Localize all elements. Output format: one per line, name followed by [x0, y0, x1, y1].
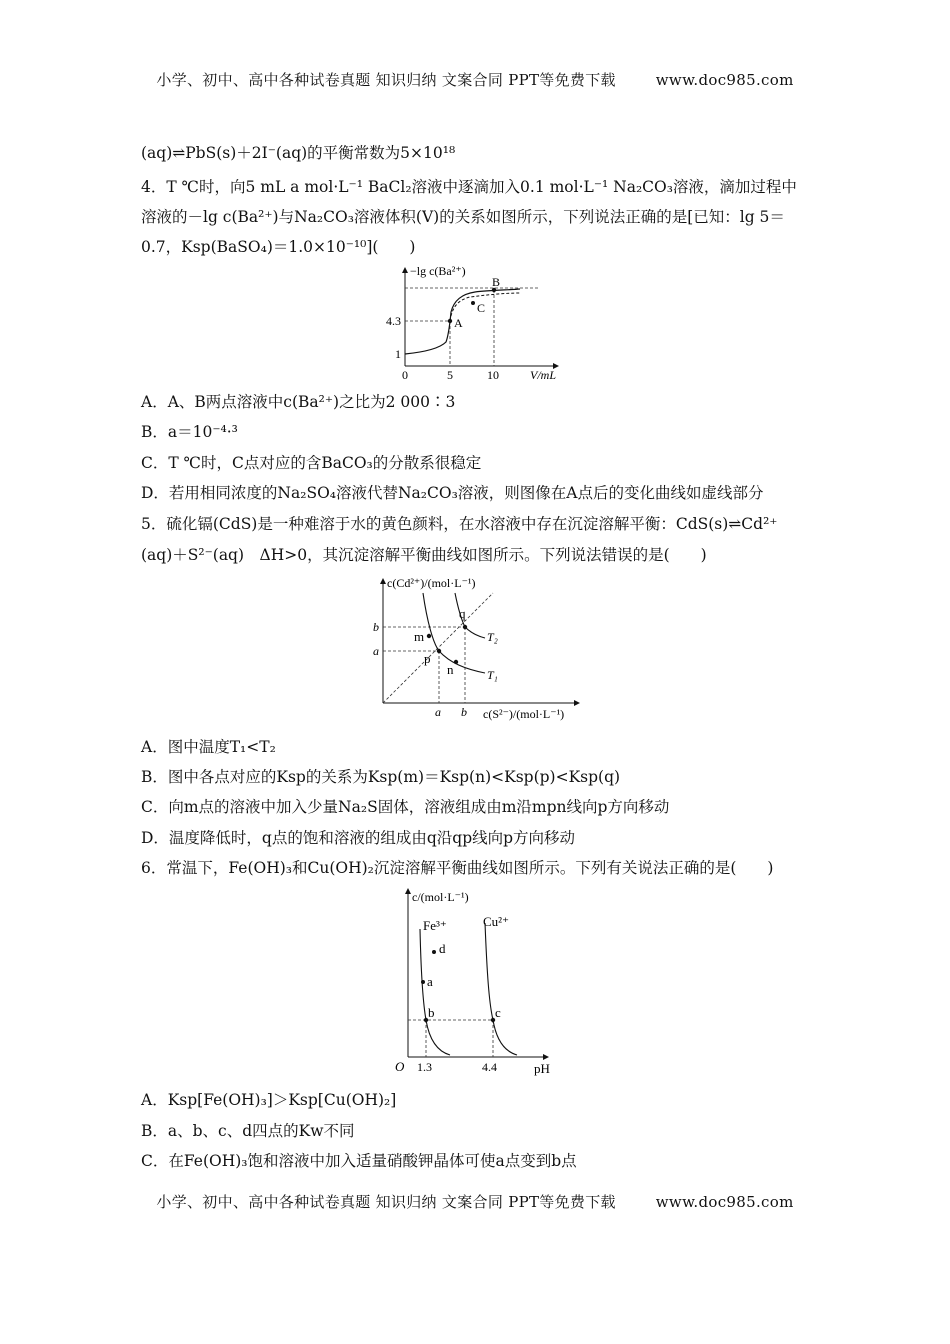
q6-figure	[390, 883, 570, 1078]
q6-point-a	[421, 980, 425, 984]
q6-curve-Cu	[485, 923, 517, 1055]
q6-point-d	[432, 950, 436, 954]
q5-curve-T1	[423, 593, 485, 673]
q5-xtick-b: b	[461, 705, 467, 719]
q5-line1: 5．硫化镉(CdS)是一种难溶于水的黄色颜料，在水溶液中存在沉淀溶解平衡：CdS(s)⇌Cd²⁺	[141, 515, 778, 533]
q5-option-C: C．向m点的溶液中加入少量Na₂S固体，溶液组成由m沿mpn线向p方向移动	[141, 798, 670, 816]
q5-point-n	[454, 660, 458, 664]
q4-label-B: B	[492, 275, 501, 289]
q4-xlabel: V/mL	[530, 368, 557, 382]
q4-label-C: C	[477, 301, 486, 315]
q6-xlabel: pH	[534, 1061, 550, 1076]
footer-text: 小学、初中、高中各种试卷真题 知识归纳 文案合同 PPT等免费下载	[156, 1193, 616, 1211]
q5-label-T2: T₂	[487, 630, 498, 644]
q6-xtick-1.3: 1.3	[417, 1060, 432, 1074]
q6-label-Cu: Cu²⁺	[483, 914, 509, 929]
q4-option-C: C．T ℃时，C点对应的含BaCO₃的分散系很稳定	[141, 454, 482, 472]
q5-point-m	[427, 634, 431, 638]
q5-xlabel: c(S²⁻)/(mol·L⁻¹)	[483, 707, 565, 721]
q6-label-b: b	[428, 1005, 435, 1020]
header-text: 小学、初中、高中各种试卷真题 知识归纳 文案合同 PPT等免费下载	[156, 71, 616, 89]
q4-xtick-0: 0	[402, 368, 408, 382]
q4-xtick-10: 10	[487, 368, 499, 382]
q5-xtick-a: a	[435, 705, 441, 719]
q6-label-Fe: Fe³⁺	[423, 918, 447, 933]
q6-curve-Fe	[420, 929, 450, 1055]
header-url: www.doc985.com	[655, 71, 794, 89]
q4-xtick-5: 5	[447, 368, 453, 382]
q5-line2: (aq)＋S²⁻(aq) ΔH>0，其沉淀溶解平衡曲线如图所示。下列说法错误的是( )	[141, 546, 707, 564]
q6-label-c: c	[495, 1005, 501, 1020]
q4-option-B: B．a＝10⁻⁴·³	[141, 423, 238, 441]
q5-label-q: q	[459, 606, 466, 621]
q6-option-C: C．在Fe(OH)₃饱和溶液中加入适量硝酸钾晶体可使a点变到b点	[141, 1152, 577, 1170]
q5-ylabel: c(Cd²⁺)/(mol·L⁻¹)	[387, 576, 476, 590]
q6-label-d: d	[439, 941, 446, 956]
q5-option-D: D．温度降低时，q点的饱和溶液的组成由q沿qp线向p方向移动	[141, 829, 576, 847]
q4-line1: 4．T ℃时，向5 mL a mol·L⁻¹ BaCl₂溶液中逐滴加入0.1 mol·L⁻¹ Na₂CO₃溶液，滴加过程中	[141, 178, 797, 196]
q3-tail: (aq)⇌PbS(s)＋2I⁻(aq)的平衡常数为5×10¹⁸	[141, 144, 456, 162]
q5-label-n: n	[447, 662, 454, 677]
q6-line1: 6．常温下，Fe(OH)₃和Cu(OH)₂沉淀溶解平衡曲线如图所示。下列有关说法正确的是( )	[141, 859, 774, 877]
q4-line3: 0.7，Ksp(BaSO₄)＝1.0×10⁻¹⁰]( )	[141, 238, 416, 256]
q4-point-A	[448, 319, 452, 323]
q6-origin: O	[395, 1059, 405, 1074]
q4-label-A: A	[454, 316, 463, 330]
q4-point-C	[471, 301, 475, 305]
q6-option-A: A．Ksp[Fe(OH)₃]＞Ksp[Cu(OH)₂]	[141, 1091, 397, 1109]
q5-label-T1: T₁	[487, 668, 498, 682]
q5-option-A: A．图中温度T₁<T₂	[141, 738, 276, 756]
q5-ytick-b: b	[373, 620, 379, 634]
footer-url: www.doc985.com	[655, 1193, 794, 1211]
page-header	[0, 69, 950, 90]
q5-label-p: p	[424, 651, 431, 666]
q5-label-m: m	[414, 629, 425, 644]
page-footer	[0, 1191, 950, 1212]
q6-ylabel: c/(mol·L⁻¹)	[412, 890, 469, 904]
q4-figure	[380, 262, 580, 382]
q6-option-B: B．a、b、c、d四点的Kw不同	[141, 1122, 355, 1140]
q5-option-B: B．图中各点对应的Ksp的关系为Ksp(m)＝Ksp(n)<Ksp(p)<Ksp(q)	[141, 768, 621, 786]
q4-ytick-1: 1	[395, 347, 401, 361]
q4-ylabel: −lg c(Ba²⁺)	[410, 264, 466, 278]
q5-ytick-a: a	[373, 644, 379, 658]
q5-point-q	[463, 625, 467, 629]
q4-ytick-4.3: 4.3	[386, 314, 401, 328]
q4-option-D: D．若用相同浓度的Na₂SO₄溶液代替Na₂CO₃溶液，则图像在A点后的变化曲线如虚线部分	[141, 484, 764, 502]
q4-option-A: A．A、B两点溶液中c(Ba²⁺)之比为2 000∶3	[141, 393, 456, 411]
q5-figure	[365, 573, 595, 728]
q4-line2: 溶液的－lg c(Ba²⁺)与Na₂CO₃溶液体积(V)的关系如图所示，下列说法正确的是[已知：lg 5＝	[141, 208, 785, 226]
q6-xtick-4.4: 4.4	[482, 1060, 497, 1074]
q6-label-a: a	[427, 974, 433, 989]
q5-point-p	[437, 649, 441, 653]
